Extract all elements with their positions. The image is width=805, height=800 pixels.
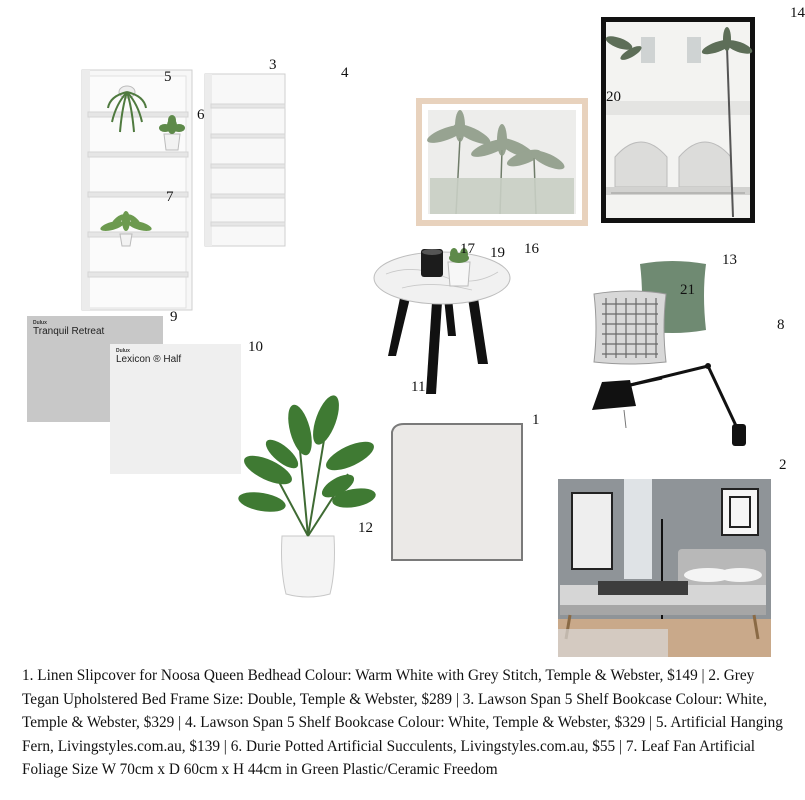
cushions-image[interactable] (592, 256, 716, 368)
swatch-name: Tranquil Retreat (33, 326, 105, 337)
item-number-20: 20 (606, 89, 621, 105)
item-number-19: 19 (490, 245, 505, 261)
item-number-16: 16 (524, 241, 539, 257)
item-number-8: 8 (777, 317, 785, 333)
item-number-9: 9 (170, 309, 178, 325)
bed-frame-image[interactable] (558, 479, 771, 657)
item-number-14: 14 (790, 5, 805, 21)
item-number-6: 6 (197, 107, 205, 123)
item-number-1: 1 (532, 412, 540, 428)
swatch-name: Lexicon ® Half (116, 354, 182, 365)
wall-lamp-image[interactable] (586, 360, 756, 452)
item-number-11: 11 (411, 379, 426, 395)
hanging-fern-image[interactable] (106, 78, 148, 136)
item-number-10: 10 (248, 339, 263, 355)
item-number-13: 13 (722, 252, 737, 268)
paint-swatch-lexicon-half[interactable] (110, 344, 241, 474)
potted-succulent-image[interactable] (156, 112, 188, 152)
product-list-caption: 1. Linen Slipcover for Noosa Queen Bedhead Colour: Warm White with Grey Stitch, Temple & Webster, $149 | 2. Grey Tegan Upholstered Bed Frame Size: Double, Temple & Webster, $289 | 3. Lawson Span 5 Shelf Bookcase Colour: White, Temple & Webster, $329 | 4. Lawson Span 5 Shelf Bookcase Colour: White, Temple & Webster, $329 | 5. Artificial Hanging Fern, Livingstyles.com.au, $139 | 6. Durie Potted Artificial Succulents, Livingstyles.com.au, $55 | 7. Leaf Fan Artificial Foliage Size W 70cm x D 60cm x H 44cm in Green Plastic/Ceramic Freedom (22, 667, 783, 778)
swatch-brand: Dulux (33, 320, 47, 326)
item-number-2: 2 (779, 457, 787, 473)
palm-architecture-print-image[interactable] (601, 17, 755, 223)
item-number-21: 21 (680, 282, 695, 298)
item-number-12: 12 (358, 520, 373, 536)
leaf-fan-plant-image[interactable] (98, 212, 154, 248)
item-number-17: 17 (460, 241, 475, 257)
bookcase-image[interactable] (203, 72, 287, 248)
item-number-5: 5 (164, 69, 172, 85)
floor-plant-image[interactable] (238, 390, 378, 600)
linen-bedhead-image[interactable] (388, 422, 524, 562)
marble-side-table-image[interactable] (372, 241, 512, 396)
item-number-7: 7 (166, 189, 174, 205)
item-number-3: 3 (269, 57, 277, 73)
item-number-4: 4 (341, 65, 349, 81)
palm-landscape-print-image[interactable] (416, 98, 588, 226)
swatch-brand: Dulux (116, 348, 130, 354)
